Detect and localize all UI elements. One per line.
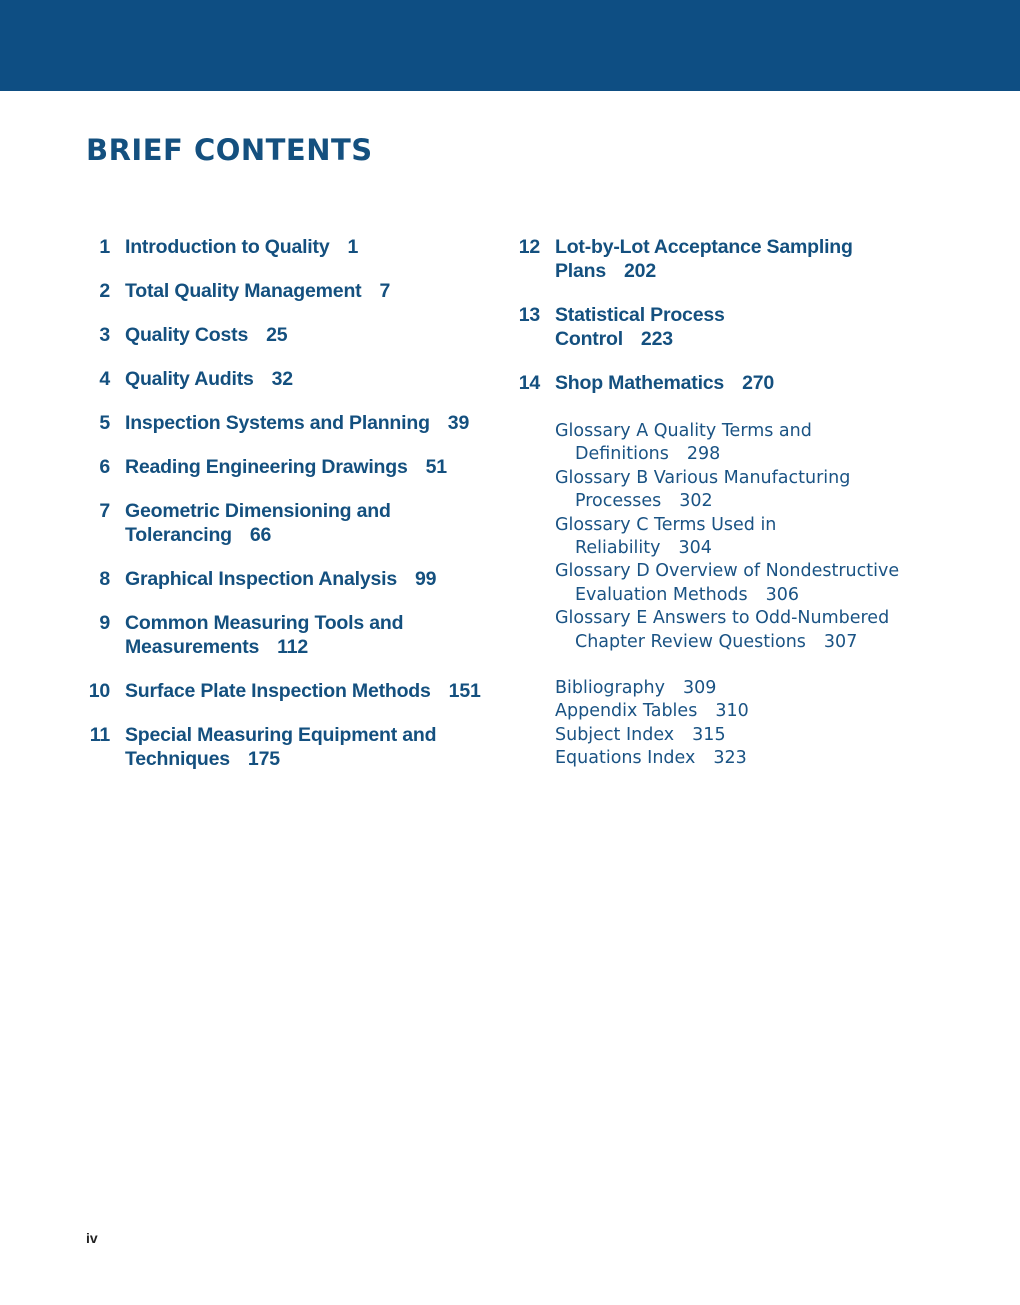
glossary-entry[interactable] xyxy=(555,607,920,654)
chapter-title: Inspection Systems and Planning xyxy=(125,412,430,434)
page-number: 39 xyxy=(447,412,470,434)
glossary-title: Glossary C Terms Used in Reliability xyxy=(555,514,777,559)
glossary-entry[interactable] xyxy=(555,420,845,467)
chapter-number: 9 xyxy=(99,612,110,634)
toc-entry[interactable] xyxy=(70,367,510,391)
page-number: 99 xyxy=(414,568,437,590)
toc-entry[interactable] xyxy=(70,679,510,703)
glossary-title: Glossary B Various Manufacturing Processes xyxy=(555,467,851,512)
chapter-number: 14 xyxy=(518,372,540,394)
page-number: 309 xyxy=(683,678,717,698)
page-number: 310 xyxy=(715,701,749,722)
glossary-entry[interactable] xyxy=(555,560,920,607)
chapter-title: Lot-by-Lot Acceptance Sampling Plans xyxy=(555,236,853,282)
toc-entry[interactable] xyxy=(70,323,510,347)
back-matter-entry[interactable] xyxy=(555,677,915,700)
back-matter-title: Bibliography xyxy=(555,678,665,698)
chapter-number: 1 xyxy=(99,236,110,258)
chapter-title: Common Measuring Tools and Measurements xyxy=(125,612,404,658)
chapter-title: Statistical Process Control xyxy=(555,304,725,350)
chapter-title: Introduction to Quality xyxy=(125,236,330,258)
chapter-title: Graphical Inspection Analysis xyxy=(125,568,397,590)
chapter-number: 5 xyxy=(99,412,110,434)
chapter-title: Quality Costs xyxy=(125,324,249,346)
page-number: 32 xyxy=(271,368,293,390)
page-number: 1 xyxy=(347,236,359,258)
back-matter-entry[interactable] xyxy=(555,724,915,747)
chapter-number: 12 xyxy=(518,236,540,258)
toc-entry[interactable] xyxy=(70,499,510,547)
back-matter-title: Appendix Tables xyxy=(555,701,698,722)
chapter-title: Special Measuring Equipment and Techniques xyxy=(125,724,437,770)
toc-entry[interactable] xyxy=(70,411,510,435)
chapter-number: 10 xyxy=(88,680,110,702)
glossary-entry[interactable] xyxy=(555,514,815,561)
glossary-title: Glossary A Quality Terms and Definitions xyxy=(555,421,812,465)
page-number: 51 xyxy=(425,456,447,478)
toc-entry[interactable] xyxy=(500,303,920,351)
chapter-list-right xyxy=(500,235,920,415)
page-number: 298 xyxy=(686,444,721,465)
toc-entry[interactable] xyxy=(500,235,920,283)
toc-entry[interactable] xyxy=(70,567,510,591)
chapter-title: Quality Audits xyxy=(125,368,254,390)
page-title: BRIEF CONTENTS xyxy=(86,133,373,167)
chapter-list-left xyxy=(70,235,510,791)
chapter-number: 2 xyxy=(99,280,110,302)
back-matter-entry[interactable] xyxy=(555,747,915,770)
chapter-title: Surface Plate Inspection Methods xyxy=(125,680,431,702)
page-number: 66 xyxy=(249,524,272,546)
chapter-number: 4 xyxy=(99,368,110,390)
chapter-title: Geometric Dimensioning and Tolerancing xyxy=(125,500,391,546)
page-number: 223 xyxy=(640,328,673,350)
toc-entry[interactable] xyxy=(70,723,510,771)
page-number: 307 xyxy=(823,631,858,652)
page-number: 7 xyxy=(379,280,391,302)
page-number: 306 xyxy=(765,584,800,605)
chapter-number: 6 xyxy=(99,456,110,478)
page-number: 315 xyxy=(692,724,726,745)
chapter-number: 11 xyxy=(89,724,110,746)
chapter-number: 7 xyxy=(99,500,110,522)
page-number: 323 xyxy=(713,748,747,769)
toc-entry[interactable] xyxy=(70,235,510,259)
toc-entry[interactable] xyxy=(70,455,510,479)
page-number: 175 xyxy=(247,748,280,770)
page-number: 270 xyxy=(742,372,775,394)
back-matter-title: Subject Index xyxy=(555,724,675,745)
page-number: 202 xyxy=(624,260,656,282)
page-number: 304 xyxy=(678,538,712,559)
page-number: 302 xyxy=(679,491,713,512)
glossary-list xyxy=(555,420,915,654)
back-matter-entry[interactable] xyxy=(555,700,915,723)
chapter-title: Reading Engineering Drawings xyxy=(125,456,408,478)
glossary-title: Glossary E Answers to Odd-Numbered Chapter Review Questions xyxy=(555,608,890,652)
glossary-entry[interactable] xyxy=(555,467,885,514)
page-number: 151 xyxy=(448,680,481,702)
chapter-title: Shop Mathematics xyxy=(555,372,725,394)
header-band xyxy=(0,0,1020,91)
toc-entry[interactable] xyxy=(70,279,510,303)
glossary-title: Glossary D Overview of Nondestructive Evaluation Methods xyxy=(555,561,900,605)
back-matter-list xyxy=(555,677,915,771)
chapter-number: 3 xyxy=(99,324,110,346)
chapter-number: 8 xyxy=(99,568,110,590)
toc-entry[interactable] xyxy=(70,611,510,659)
chapter-number: 13 xyxy=(518,304,540,326)
page-number: 25 xyxy=(266,324,288,346)
chapter-title: Total Quality Management xyxy=(125,280,362,302)
page-number: 112 xyxy=(277,636,309,658)
page-folio: iv xyxy=(86,1230,98,1246)
back-matter-title: Equations Index xyxy=(555,748,696,769)
toc-entry[interactable] xyxy=(500,371,920,395)
